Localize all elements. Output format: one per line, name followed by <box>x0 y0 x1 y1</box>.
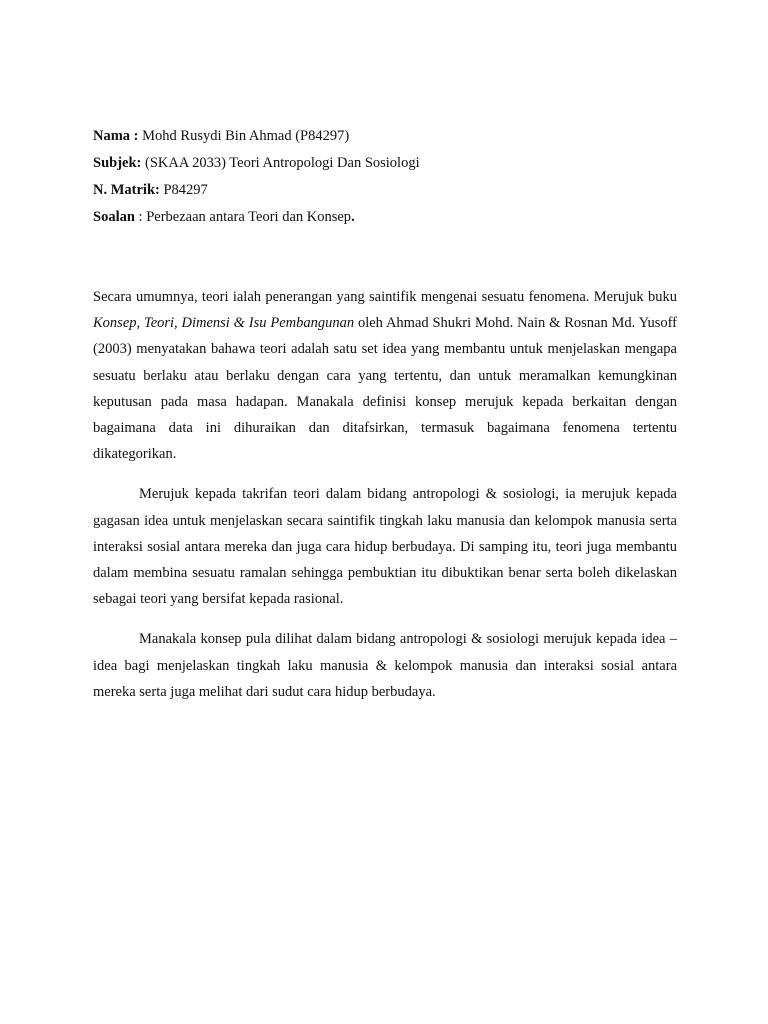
book-title: Konsep, Teori, Dimensi & Isu Pembangunan <box>93 315 355 332</box>
soalan-line <box>93 204 683 231</box>
subjek-value: (SKAA 2033) Teori Antropologi Dan Sosiologi <box>141 155 420 171</box>
paragraph-2: Merujuk kepada takrifan teori dalam bidang antropologi & sosiologi, ia merujuk kepada gagasan idea untuk menjelaskan secara saintifik tingkah laku manusia dan kelompok manusia serta interaksi sosial antara mereka dan juga cara hidup berbudaya. Di samping itu, teori juga membantu dalam membina sesuatu ramalan sehingga pembuktian itu dibuktikan benar serta boleh dikelaskan sebagai teori yang bersifat kepada rasional. <box>93 486 677 608</box>
soalan-label: Soalan <box>93 209 135 225</box>
document-header <box>93 123 683 231</box>
matrik-value: P84297 <box>159 182 208 198</box>
nama-value: Mohd Rusydi Bin Ahmad (P84297) <box>138 128 350 144</box>
matrik-line <box>93 177 683 204</box>
paragraph-3: Manakala konsep pula dilihat dalam bidang antropologi & sosiologi merujuk kepada idea – idea bagi menjelaskan tingkah laku manusia & kelompok manusia dan interaksi sosial antara mereka serta juga melihat dari sudut cara hidup berbudaya. <box>93 631 677 700</box>
subjek-line <box>93 150 683 177</box>
paragraph-1 <box>93 284 677 467</box>
paragraph-1-text-a: Secara umumnya, teori ialah penerangan yang saintifik mengenai sesuatu fenomena. Merujuk buku <box>93 289 677 305</box>
soalan-end: . <box>351 209 355 225</box>
nama-line <box>93 123 683 150</box>
nama-label: Nama : <box>93 128 139 144</box>
document-body <box>93 284 677 719</box>
soalan-value: : Perbezaan antara Teori dan Konsep <box>134 209 352 225</box>
paragraph-1-text-b: oleh Ahmad Shukri Mohd. Nain & Rosnan Md. Yusoff (2003) menyatakan bahawa teori adalah satu set idea yang membantu untuk menjelaskan mengapa sesuatu berlaku atau berlaku dengan cara yang tertentu, dan untuk meramalkan kemungkinan keputusan pada masa hadapan. Manakala definisi konsep merujuk kepada berkaitan dengan bagaimana data ini dihuraikan dan ditafsirkan, termasuk bagaimana fenomena tertentu dikategorikan. <box>93 315 677 463</box>
matrik-label: N. Matrik: <box>93 182 160 198</box>
subjek-label: Subjek: <box>93 155 142 171</box>
